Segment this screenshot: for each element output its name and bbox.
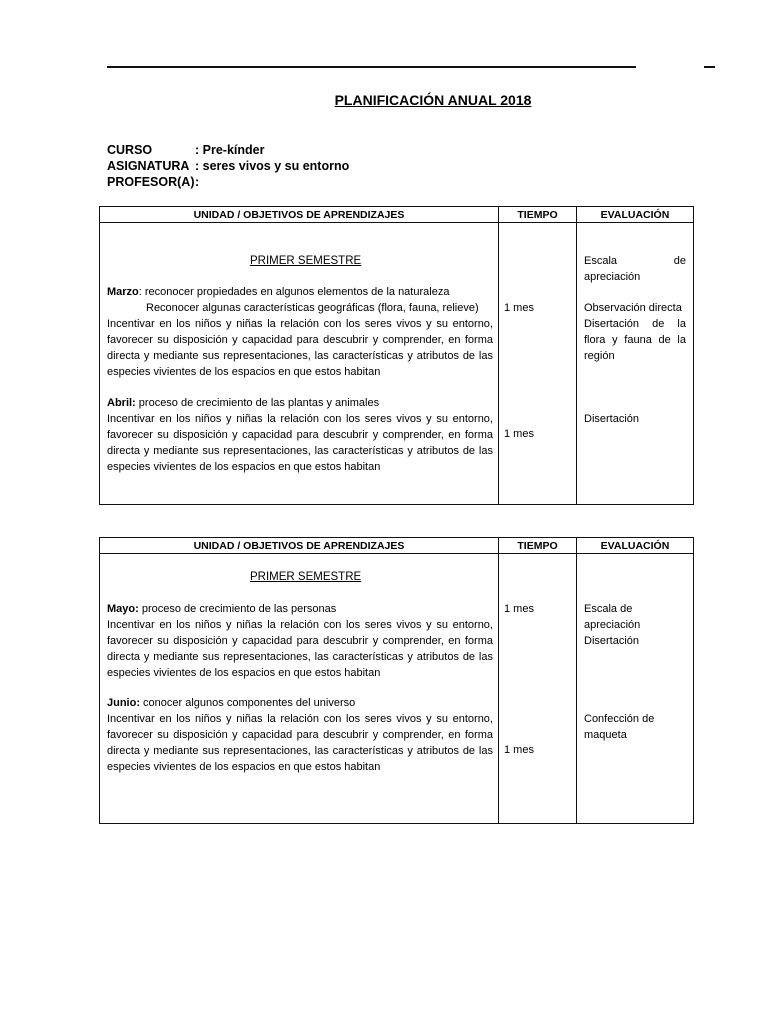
evaluacion-cell: [577, 554, 693, 823]
tiempo-value: 1 mes: [504, 744, 534, 756]
tiempo-value: 1 mes: [504, 603, 534, 615]
header-unidad: UNIDAD / OBJETIVOS DE APRENDIZAJES: [100, 538, 499, 553]
header-evaluacion: EVALUACIÓN: [600, 539, 670, 552]
objective-paragraph: Incentivar en los niños y niñas la relación con los seres vivos y su entorno, favorecer su disposición y capacidad para descubrir y comprender, en forma directa y mediante sus representaciones, las características y atributos de las especies vivientes de los espacios en que estos habitan: [107, 619, 493, 679]
objectives-cell: [100, 223, 499, 504]
month-label: Mayo:: [107, 603, 139, 615]
profesor-label: PROFESOR(A): [107, 175, 195, 189]
curso-value: : Pre-kínder: [195, 143, 265, 157]
curso-label: CURSO: [107, 143, 153, 157]
semester-heading: PRIMER SEMESTRE: [250, 255, 362, 267]
table-header-row: [100, 207, 693, 223]
top-rule: [107, 66, 636, 68]
objective-paragraph: Incentivar en los niños y niñas la relación con los seres vivos y su entorno, favorecer su disposición y capacidad para descubrir y comprender, en forma directa y mediante sus representaciones, las características y atributos de las especies vivientes de los espacios en que estos habitan: [107, 318, 493, 378]
planning-table-2: [99, 537, 694, 824]
month-objective: conocer algunos componentes del universo: [140, 697, 356, 709]
objective-paragraph: Incentivar en los niños y niñas la relación con los seres vivos y su entorno, favorecer su disposición y capacidad para descubrir y comprender, en forma directa y mediante sus representaciones, las características y atributos de las especies vivientes de los espacios en que estos habitan: [107, 413, 493, 473]
profesor-row: [107, 174, 349, 190]
objective-paragraph: Incentivar en los niños y niñas la relación con los seres vivos y su entorno, favorecer su disposición y capacidad para descubrir y comprender, en forma directa y mediante sus representaciones, las características y atributos de las especies vivientes de los espacios en que estos habitan: [107, 713, 493, 773]
tiempo-cell: [499, 223, 577, 504]
profesor-value: :: [195, 175, 200, 189]
evaluacion-cell: [577, 223, 693, 504]
tiempo-value: 1 mes: [504, 302, 534, 314]
semester-heading: PRIMER SEMESTRE: [250, 571, 362, 583]
month-abril: [107, 395, 493, 411]
evaluation-item: Escala de apreciación Disertación: [584, 603, 641, 647]
tiempo-cell: [499, 554, 577, 823]
asignatura-row: [107, 158, 349, 174]
header-evaluacion: EVALUACIÓN: [600, 208, 670, 221]
asignatura-label: ASIGNATURA: [107, 159, 190, 173]
evaluation-item: Disertación: [584, 413, 640, 425]
evaluation-item: Confección de maqueta: [584, 713, 655, 741]
evaluation-item: Escala de apreciación: [584, 255, 686, 283]
month-junio: [107, 695, 493, 711]
header-unidad: UNIDAD / OBJETIVOS DE APRENDIZAJES: [100, 207, 499, 222]
objectives-cell: [100, 554, 499, 823]
month-objective-2: Reconocer algunas características geográficas (flora, fauna, relieve): [146, 302, 479, 314]
curso-row: [107, 142, 349, 158]
month-objective: proceso de crecimiento de las personas: [138, 603, 337, 615]
table-body: [100, 554, 693, 823]
month-label: Abril:: [107, 397, 136, 409]
table-body: [100, 223, 693, 504]
course-header: [107, 142, 349, 190]
asignatura-value: : seres vivos y su entorno: [195, 159, 350, 173]
header-tiempo: TIEMPO: [499, 207, 577, 222]
planning-table-1: [99, 206, 694, 505]
evaluation-item: Observación directa: [584, 302, 682, 314]
header-tiempo: TIEMPO: [499, 538, 577, 553]
month-label: Junio:: [107, 697, 140, 709]
month-marzo: [107, 284, 493, 300]
month-objective: proceso de crecimiento de las plantas y animales: [135, 397, 380, 409]
table-header-row: [100, 538, 693, 554]
page-title: PLANIFICACIÓN ANUAL 2018: [334, 92, 532, 108]
month-objective: : reconocer propiedades en algunos elementos de la naturaleza: [138, 286, 450, 298]
top-dash: [704, 66, 715, 68]
month-label: Marzo: [107, 286, 139, 298]
tiempo-value: 1 mes: [504, 428, 534, 440]
evaluation-item: Disertación de la flora y fauna de la región: [584, 318, 686, 362]
month-mayo: [107, 601, 493, 617]
